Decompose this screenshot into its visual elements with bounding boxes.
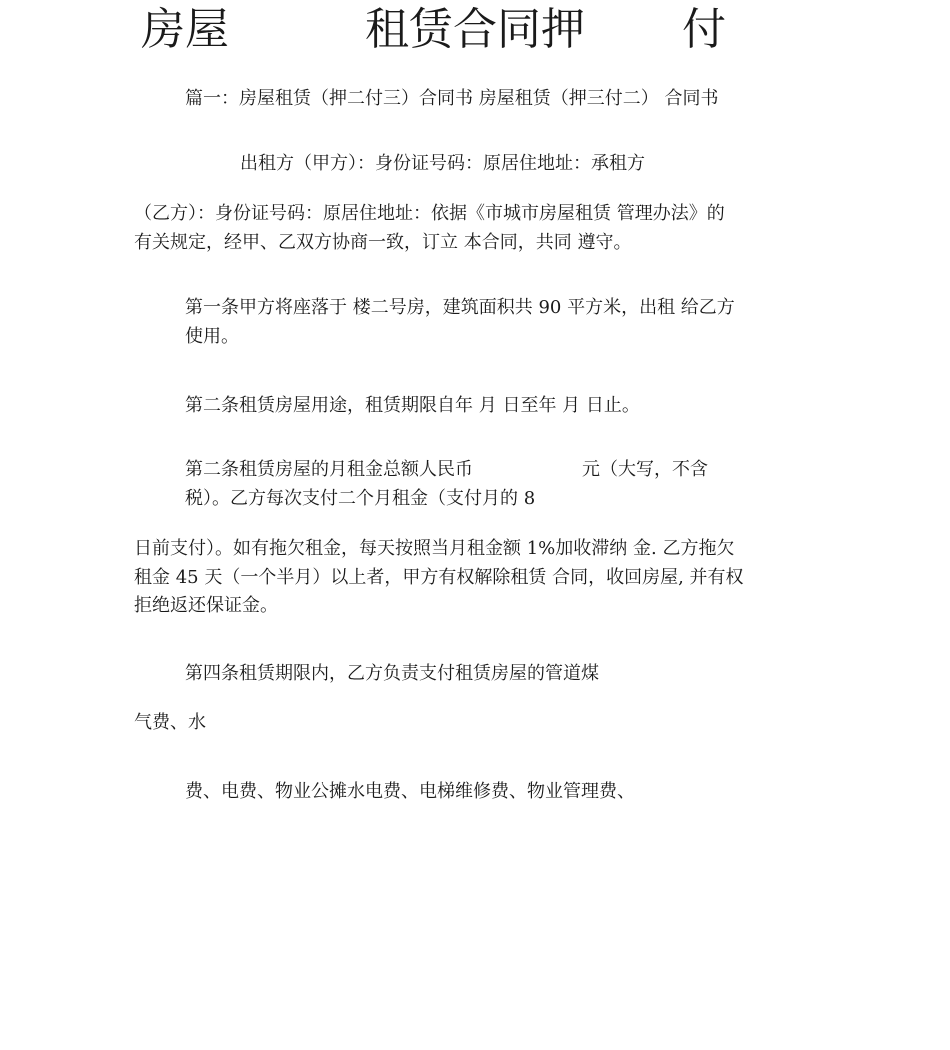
article-3-line-1b: 元（大写，不含 [582,459,708,480]
article-1-line-2: 使用。 [185,326,239,347]
article-3-line-4: 租金 45 天（一个半月）以上者，甲方有权解除租赁 合同，收回房屋, 并有权 [134,567,744,588]
article-4-line-3: 费、电费、物业公摊水电费、电梯维修费、物业管理费、 [185,781,635,802]
article-4-line-2: 气费、水 [134,712,206,733]
title-part-1: 房屋 [141,4,229,55]
article-3-line-1a: 第二条租赁房屋的月租金总额人民币 [185,459,473,480]
article-2: 第二条租赁房屋用途，租赁期限自年 月 日至年 月 日止。 [185,395,640,416]
article-3-line-2: 税）。乙方每次支付二个月租金（支付月的 8 [185,488,536,509]
title-part-3: 付 [682,4,726,55]
parties-line-2: （乙方）：身份证号码：原居住地址：依据《市城市房屋租赁 管理办法》的 [134,203,725,224]
parties-line-1: 出租方（甲方）：身份证号码：原居住地址：承租方 [240,153,645,174]
parties-line-3: 有关规定，经甲、乙双方协商一致，订立 本合同，共同 遵守。 [134,232,632,253]
title-part-2: 租赁合同押 [365,4,585,55]
article-4-line-1: 第四条租赁期限内，乙方负责支付租赁房屋的管道煤 [185,663,599,684]
section-heading: 篇一：房屋租赁（押二付三）合同书 房屋租赁（押三付二） 合同书 [185,88,719,109]
article-3-line-5: 拒绝返还保证金。 [134,595,278,616]
article-1-line-1: 第一条甲方将座落于 楼二号房，建筑面积共 90 平方米，出租 给乙方 [185,297,735,318]
article-3-line-3: 日前支付）。如有拖欠租金，每天按照当月租金额 1%加收滞纳 金. 乙方拖欠 [134,538,735,559]
